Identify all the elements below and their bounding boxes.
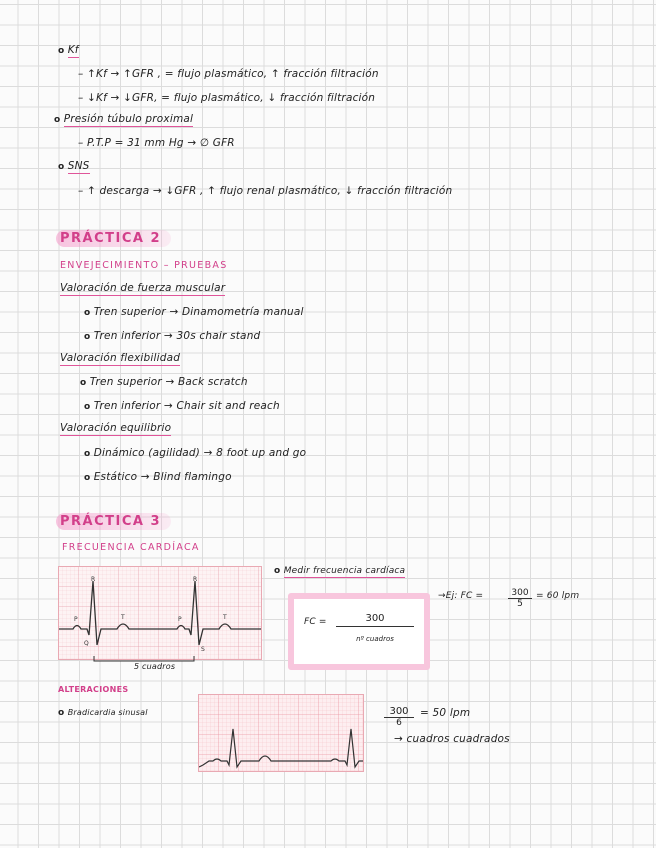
sns-line-1: – ↑ descarga → ↓GFR , ↑ flujo renal plasmático, ↓ fracción filtración	[78, 185, 453, 197]
ecg-label-t1: T	[121, 614, 125, 621]
medir-heading: o Medir frecuencia cardíaca	[274, 566, 405, 576]
example-den: 5	[517, 599, 523, 609]
fc-formula-box	[288, 593, 430, 670]
sns-heading: o SNS	[58, 160, 90, 172]
brady-fraction	[384, 706, 414, 728]
kf-line-1: – ↑Kf → ↑GFR , = flujo plasmático, ↑ fracción filtración	[78, 68, 379, 80]
fuerza-heading: Valoración de fuerza muscular	[60, 282, 226, 294]
bradicardia-label: o Bradicardia sinusal	[58, 708, 148, 718]
ecg-bradicardia-diagram	[198, 694, 364, 772]
brady-den: 6	[396, 718, 402, 728]
fc-numerator: 300	[336, 613, 414, 627]
fuerza-item-2: o Tren inferior → 30s chair stand	[84, 330, 260, 342]
practica-3-title: PRÁCTICA 3	[56, 513, 171, 530]
ecg-label-s: S	[201, 646, 205, 653]
pt-heading: o Presión túbulo proximal	[54, 113, 193, 125]
example-result: = 60 lpm	[536, 591, 580, 601]
equil-item-1: o Dinámico (agilidad) → 8 foot up and go	[84, 447, 306, 459]
ecg-label-r1: R	[91, 576, 96, 583]
ecg-label-q: Q	[84, 640, 89, 647]
equil-item-2: o Estático → Blind flamingo	[84, 471, 232, 483]
pt-line-1: – P.T.P = 31 mm Hg → ∅ GFR	[78, 137, 235, 149]
flex-item-2: o Tren inferior → Chair sit and reach	[84, 400, 280, 412]
flexibilidad-heading: Valoración flexibilidad	[60, 352, 181, 364]
equilibrio-heading: Valoración equilibrio	[60, 422, 172, 434]
fuerza-item-1: o Tren superior → Dinamometría manual	[84, 306, 304, 318]
example-num: 300	[508, 588, 532, 599]
flex-item-1: o Tren superior → Back scratch	[80, 376, 248, 388]
practica-2-title: PRÁCTICA 2	[56, 230, 171, 247]
cuadros-label: 5 cuadros	[134, 662, 176, 671]
ecg-label-t2: T	[223, 614, 227, 621]
ecg-label-r2: R	[193, 576, 198, 583]
brady-note: → cuadros cuadrados	[394, 733, 510, 745]
fc-label: FC =	[304, 617, 327, 627]
alteraciones-heading: ALTERACIONES	[58, 685, 129, 694]
example-fraction	[508, 588, 532, 609]
practica-2-subtitle: ENVEJECIMIENTO – PRUEBAS	[60, 260, 228, 271]
ecg-label-p2: P	[178, 616, 182, 623]
ecg-normal-diagram	[58, 566, 262, 660]
fc-fraction	[336, 613, 414, 643]
ecg-label-p1: P	[74, 616, 78, 623]
brady-result: = 50 lpm	[420, 707, 471, 719]
kf-line-2: – ↓Kf → ↓GFR, = flujo plasmático, ↓ fracción filtración	[78, 92, 376, 104]
practica-3-subtitle: FRECUENCIA CARDÍACA	[62, 542, 200, 553]
brady-num: 300	[384, 706, 414, 718]
fc-denominator: nº cuadros	[356, 635, 394, 643]
kf-heading: o Kf	[58, 44, 79, 56]
example-prefix: →Ej: FC =	[438, 591, 484, 601]
